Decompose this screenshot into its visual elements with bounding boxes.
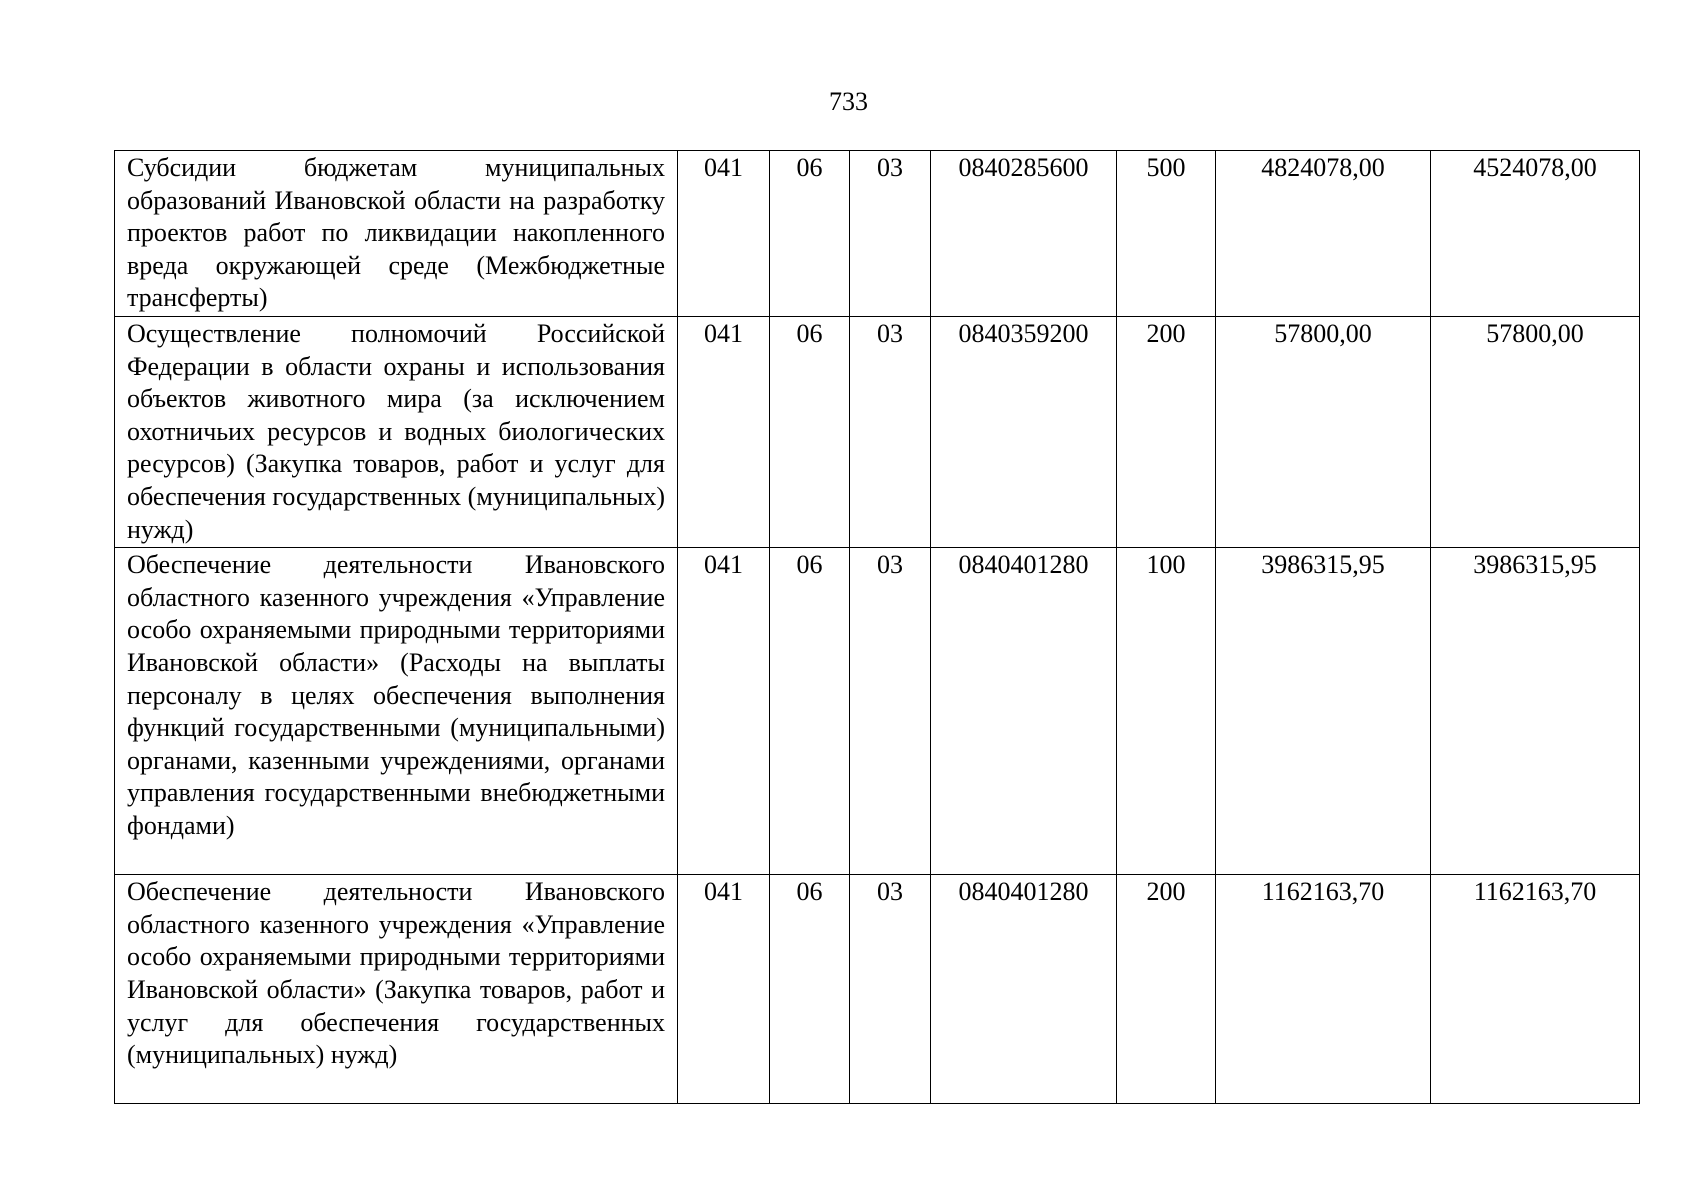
amount-1: 1162163,70 <box>1216 875 1431 1104</box>
subsection-code: 03 <box>850 151 931 317</box>
amount-1: 4824078,00 <box>1216 151 1431 317</box>
table-row <box>115 151 1640 317</box>
row-description: Субсидии бюджетам муниципальных образований Ивановской области на разработку проектов работ по ликвидации накопленного вреда окружающей среде (Межбюджетные трансферты) <box>115 151 678 317</box>
amount-2: 1162163,70 <box>1431 875 1640 1104</box>
row-description: Обеспечение деятельности Ивановского областного казенного учреждения «Управление особо охраняемыми природными территориями Ивановской области» (Расходы на выплаты персоналу в целях обеспечения выполнения функций государственными (муниципальными) органами, казенными учреждениями, органами управления государственными внебюджетными фондами) <box>115 548 678 875</box>
ministry-code: 041 <box>678 875 770 1104</box>
row-description: Обеспечение деятельности Ивановского областного казенного учреждения «Управление особо охраняемыми природными территориями Ивановской области» (Закупка товаров, работ и услуг для обеспечения государственных (муниципальных) нужд) <box>115 875 678 1104</box>
page-number: 733 <box>829 87 868 116</box>
budget-table <box>114 150 1640 1104</box>
table-row <box>115 548 1640 875</box>
ministry-code: 041 <box>678 316 770 547</box>
section-code: 06 <box>770 151 850 317</box>
ministry-code: 041 <box>678 151 770 317</box>
amount-1: 57800,00 <box>1216 316 1431 547</box>
target-article-code: 0840401280 <box>931 548 1117 875</box>
amount-2: 57800,00 <box>1431 316 1640 547</box>
subsection-code: 03 <box>850 316 931 547</box>
subsection-code: 03 <box>850 875 931 1104</box>
expense-type-code: 100 <box>1117 548 1216 875</box>
table-row <box>115 316 1640 547</box>
subsection-code: 03 <box>850 548 931 875</box>
expense-type-code: 200 <box>1117 316 1216 547</box>
table-row <box>115 875 1640 1104</box>
target-article-code: 0840359200 <box>931 316 1117 547</box>
amount-1: 3986315,95 <box>1216 548 1431 875</box>
section-code: 06 <box>770 316 850 547</box>
amount-2: 4524078,00 <box>1431 151 1640 317</box>
section-code: 06 <box>770 548 850 875</box>
target-article-code: 0840285600 <box>931 151 1117 317</box>
row-description: Осуществление полномочий Российской Федерации в области охраны и использования объектов животного мира (за исключением охотничьих ресурсов и водных биологических ресурсов) (Закупка товаров, работ и услуг для обеспечения государственных (муниципальных) нужд) <box>115 316 678 547</box>
ministry-code: 041 <box>678 548 770 875</box>
amount-2: 3986315,95 <box>1431 548 1640 875</box>
target-article-code: 0840401280 <box>931 875 1117 1104</box>
expense-type-code: 500 <box>1117 151 1216 317</box>
expense-type-code: 200 <box>1117 875 1216 1104</box>
section-code: 06 <box>770 875 850 1104</box>
